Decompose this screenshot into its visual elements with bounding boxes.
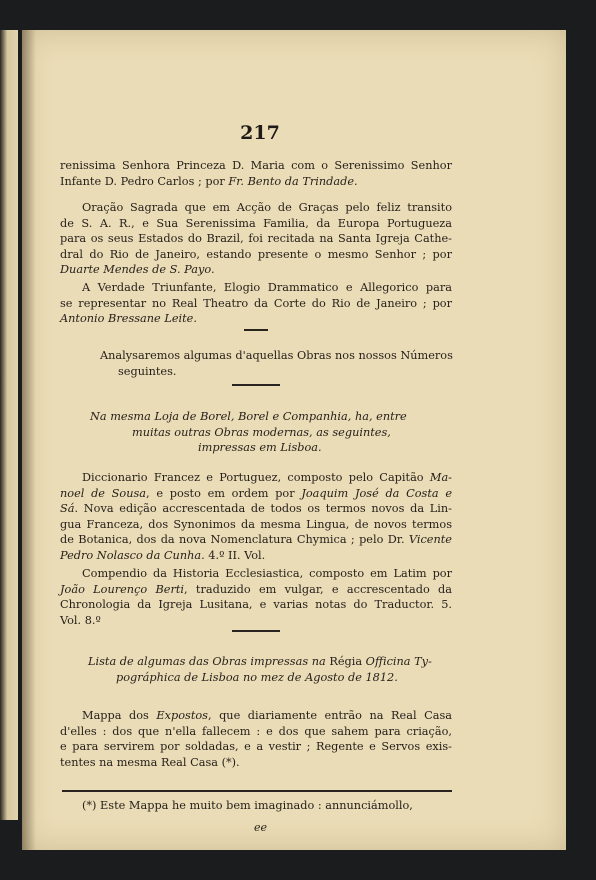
text-line: de S. A. R., e Sua Serenissima Familia, da Europa Portugueza	[60, 216, 452, 230]
text-line	[60, 532, 452, 548]
text-line: para os seus Estados do Brazil, foi recitada na Santa Igreja Cathe-	[60, 232, 452, 246]
paragraph-4	[60, 348, 452, 379]
text-line: e para servirem por soldadas, e a vestir ; Regente e Servos exis-	[60, 740, 452, 754]
section-heading-lista	[60, 654, 452, 685]
text-line: seguintes.	[118, 364, 177, 378]
text-line: se representar no Real Theatro da Corte do Rio de Janeiro ; por	[60, 296, 452, 310]
text-line: renissima Senhora Princeza D. Maria com o Serenissimo Senhor	[60, 159, 452, 172]
author-name: Ma-	[429, 471, 452, 484]
text-fragment: Nova edição accrescentada de todos os termos novos da Lin-	[78, 502, 452, 516]
text-line	[60, 174, 452, 190]
text-fragment: Officina Ty-	[362, 655, 432, 668]
text-fragment: Infante D. Pedro Carlos ; por	[60, 174, 229, 188]
paragraph-2	[60, 200, 452, 278]
paragraph-7	[60, 708, 452, 770]
paragraph-6	[60, 566, 452, 628]
gutter-shadow	[22, 30, 36, 850]
separator-rule	[244, 329, 268, 331]
footnote-text: (*) Este Mappa he muito bem imaginado : annunciámollo,	[82, 799, 413, 812]
text-line: d'elles : dos que n'ella fallecem : e dos que sahem para criação,	[60, 724, 452, 738]
footnote-rule	[62, 790, 452, 792]
text-line	[60, 582, 452, 598]
author-name: noel de Sousa	[60, 486, 147, 500]
text-fragment: Expostos	[156, 709, 208, 722]
heading-line: muitas outras Obras modernas, as seguintes,	[132, 425, 391, 439]
heading-line: pográphica de Lisboa no mez de Agosto de 1812.	[116, 670, 398, 684]
separator-rule	[232, 630, 280, 632]
author-name: Pedro Nolasco da Cunha.	[60, 548, 205, 562]
text-line	[60, 708, 452, 724]
page-number: 217	[240, 122, 280, 144]
previous-page-edge	[0, 30, 18, 820]
text-fragment: 4.º II. Vol.	[204, 548, 266, 562]
text-line	[60, 548, 452, 564]
catchword: ee	[254, 821, 268, 834]
section-heading-borel	[60, 409, 452, 456]
text-fragment: , que diariamente entrão na Real Casa	[207, 709, 452, 722]
text-fragment: Lista de algumas das Obras impressas na	[88, 655, 330, 668]
text-fragment: Régia	[329, 655, 363, 668]
text-line	[60, 470, 452, 486]
author-name: Antonio Bressane Leite.	[60, 312, 197, 326]
footnote	[60, 798, 452, 814]
text-line: Chronologia da Igreja Lusitana, e varias notas do Traductor. 5.	[60, 598, 452, 612]
text-line: tentes na mesma Real Casa (*).	[60, 755, 240, 769]
text-line: A Verdade Triunfante, Elogio Drammatico e Allegorico para	[82, 281, 452, 294]
author-name: Vicente	[408, 533, 452, 547]
text-fragment: Diccionario Francez e Portuguez, composto pelo Capitão	[82, 471, 430, 484]
heading-line: impressas em Lisboa.	[198, 441, 322, 455]
text-line: Compendio da Historia Ecclesiastica, composto em Latim por	[82, 567, 452, 580]
paragraph-1	[60, 158, 452, 189]
text-fragment: de Botanica, dos da nova Nomenclatura Chymica ; pelo Dr.	[60, 533, 409, 547]
author-name: Fr. Bento da Trindade.	[228, 174, 358, 188]
text-line: gua Franceza, dos Synonimos da mesma Lingua, de novos termos	[60, 517, 452, 531]
paragraph-5	[60, 470, 452, 564]
text-fragment: , traduzido em vulgar, e accrescentado da	[184, 582, 452, 596]
author-name: Duarte Mendes de S. Payo.	[60, 263, 215, 277]
text-line: Analysaremos algumas d'aquellas Obras nos nossos Números	[100, 349, 453, 362]
text-fragment: , e posto em ordem por	[146, 486, 302, 500]
heading-line	[60, 654, 452, 670]
text-line: dral do Rio de Janeiro, estando presente o mesmo Senhor ; por	[60, 247, 452, 261]
text-line	[60, 486, 452, 502]
text-line	[60, 501, 452, 517]
author-name: Sá.	[60, 502, 79, 516]
author-name: João Lourenço Berti	[60, 582, 185, 596]
text-line: Oração Sagrada que em Acção de Graças pelo feliz transito	[82, 201, 452, 214]
separator-rule	[232, 384, 280, 386]
paragraph-3	[60, 280, 452, 327]
text-fragment: Mappa dos	[82, 709, 157, 722]
author-name: Joaquim José da Costa e	[301, 486, 453, 500]
heading-line: Na mesma Loja de Borel, Borel e Companhia, ha, entre	[90, 410, 407, 423]
text-line: Vol. 8.º	[60, 613, 101, 627]
